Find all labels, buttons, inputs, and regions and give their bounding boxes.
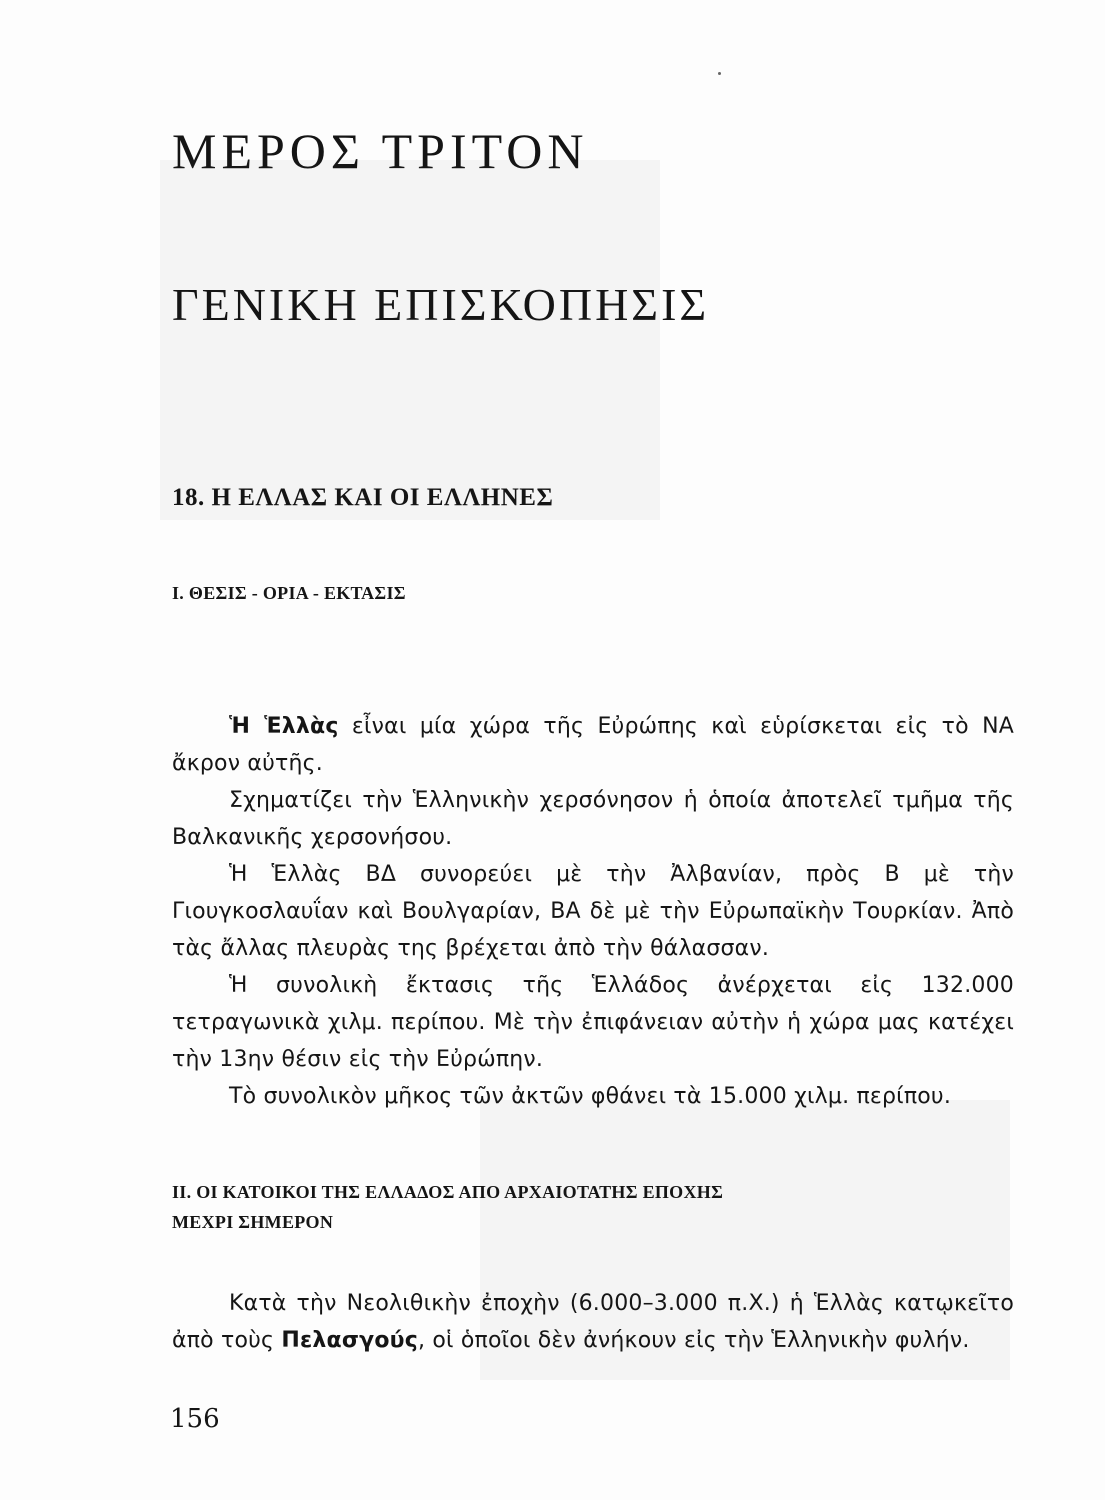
heading-line: ΙΙ. ΟΙ ΚΑΤΟΙΚΟΙ ΤΗΣ ΕΛΛΑΔΟΣ ΑΠΟ ΑΡΧΑΙΟΤΑΤΗΣ ΕΠΟΧΗΣ <box>172 1182 724 1202</box>
paragraph <box>172 1285 1014 1359</box>
section1-body <box>172 708 1014 1115</box>
paragraph-text: , οἱ ὁποῖοι δὲν ἀνήκουν εἰς τὴν Ἑλληνικὴν φυλήν. <box>417 1328 970 1353</box>
part-title: ΜΕΡΟΣ ΤΡΙΤΟΝ <box>172 123 589 179</box>
bold-term: Ἡ Ἑλλὰς <box>229 714 339 739</box>
paragraph: Ἡ Ἑλλὰς ΒΔ συνορεύει μὲ τὴν Ἀλβανίαν, πρὸς Β μὲ τὴν Γιουγκοσλαυΐαν καὶ Βουλγαρίαν, ΒΑ δὲ μὲ τὴν Εὐρωπαϊκὴν Τουρκίαν. Ἀπὸ τὰς ἄλλας πλευρὰς της βρέχεται ἀπὸ τὴν θάλασσαν. <box>172 862 1014 961</box>
paragraph-text: εἶναι μία χώρα τῆς Εὐρώπης καὶ εὑρίσκεται εἰς τὸ ΝΑ ἄκρον αὐτῆς. <box>172 714 1015 776</box>
paragraph-text: Κατὰ τὴν Νεολιθικὴν ἐποχὴν (6.000–3.000 π.Χ.) ἡ Ἑλλὰς κατῳκεῖτο ἀπὸ τοὺς <box>172 1291 1014 1353</box>
paragraph: Τὸ συνολικὸν μῆκος τῶν ἀκτῶν φθάνει τὰ 15.000 χιλμ. περίπου. <box>229 1084 952 1109</box>
chapter-heading: 18. Η ΕΛΛΑΣ ΚΑΙ ΟΙ ΕΛΛΗΝΕΣ <box>172 484 554 511</box>
section2-body <box>172 1285 1014 1359</box>
heading-line: ΜΕΧΡΙ ΣΗΜΕΡΟΝ <box>172 1212 334 1232</box>
page-number: 156 <box>170 1404 220 1434</box>
paragraph <box>172 708 1014 782</box>
section-heading-position: Ι. ΘΕΣΙΣ - ΟΡΙΑ - ΕΚΤΑΣΙΣ <box>172 583 406 603</box>
bleed-through-image <box>160 160 660 520</box>
bold-term: Πελασγούς <box>281 1328 418 1353</box>
paragraph: Σχηματίζει τὴν Ἑλληνικὴν χερσόνησον ἡ ὁποία ἀποτελεῖ τμῆμα τῆς Βαλκανικῆς χερσονήσου. <box>172 788 1014 850</box>
overview-title: ΓΕΝΙΚΗ ΕΠΙΣΚΟΠΗΣΙΣ <box>172 279 710 330</box>
section-heading-inhabitants <box>172 1177 932 1237</box>
paragraph: Ἡ συνολικὴ ἔκτασις τῆς Ἑλλάδος ἀνέρχεται εἰς 132.000 τετραγωνικὰ χιλμ. περίπου. Μὲ τὴν ἐπιφάνειαν αὐτὴν ἡ χώρα μας κατέχει τὴν 13ην θέσιν εἰς τὴν Εὐρώπην. <box>172 973 1014 1072</box>
speck <box>718 72 721 75</box>
